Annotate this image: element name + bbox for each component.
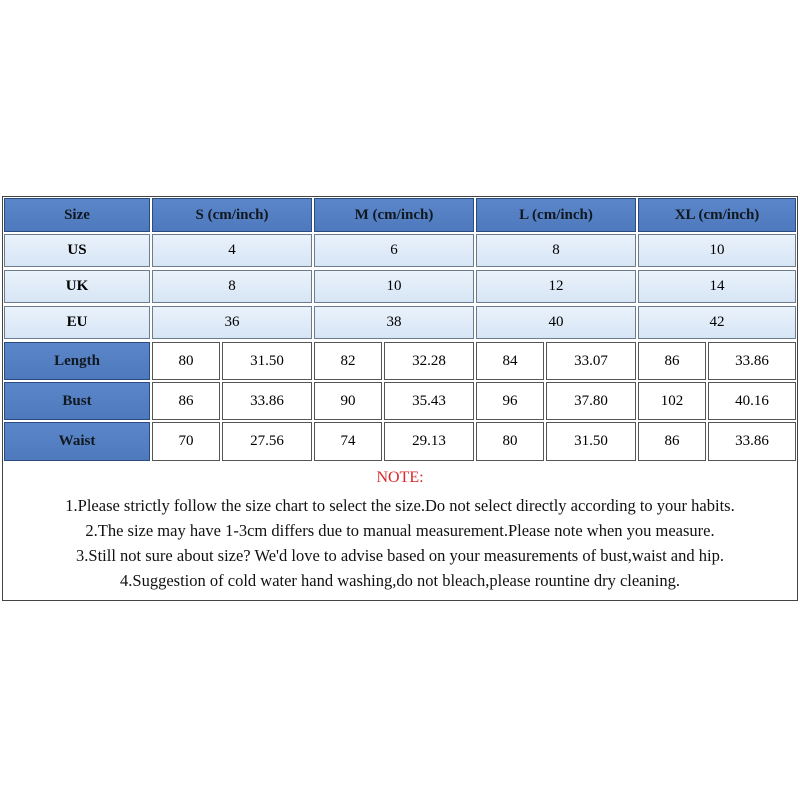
bust-s-inch: 33.86: [222, 382, 312, 420]
eu-s: 36: [152, 306, 312, 339]
header-xl: XL (cm/inch): [638, 198, 796, 232]
length-xl-inch: 33.86: [708, 342, 796, 380]
waist-m-cm: 74: [314, 422, 382, 461]
us-s: 4: [152, 234, 312, 267]
waist-s-inch: 27.56: [222, 422, 312, 461]
header-l: L (cm/inch): [476, 198, 636, 232]
row-label-us: US: [4, 234, 150, 267]
bust-m-cm: 90: [314, 382, 382, 420]
bust-l-cm: 96: [476, 382, 544, 420]
eu-xl: 42: [638, 306, 796, 339]
length-xl-cm: 86: [638, 342, 706, 380]
bust-m-inch: 35.43: [384, 382, 474, 420]
waist-l-inch: 31.50: [546, 422, 636, 461]
header-s: S (cm/inch): [152, 198, 312, 232]
length-s-cm: 80: [152, 342, 220, 380]
row-label-eu: EU: [4, 306, 150, 339]
eu-m: 38: [314, 306, 474, 339]
note-title: NOTE:: [376, 469, 424, 486]
row-label-length: Length: [4, 342, 150, 380]
us-l: 8: [476, 234, 636, 267]
size-chart: [2, 196, 798, 601]
note-line-4: 4.Suggestion of cold water hand washing,do not bleach,please rountine dry cleaning.: [120, 571, 680, 590]
length-l-cm: 84: [476, 342, 544, 380]
waist-s-cm: 70: [152, 422, 220, 461]
uk-xl: 14: [638, 270, 796, 303]
notes-section: [3, 463, 797, 600]
length-m-cm: 82: [314, 342, 382, 380]
length-l-inch: 33.07: [546, 342, 636, 380]
bust-s-cm: 86: [152, 382, 220, 420]
uk-s: 8: [152, 270, 312, 303]
length-m-inch: 32.28: [384, 342, 474, 380]
row-label-bust: Bust: [4, 382, 150, 420]
header-size: Size: [4, 198, 150, 232]
row-label-waist: Waist: [4, 422, 150, 461]
note-line-1: 1.Please strictly follow the size chart to select the size.Do not select directly according to your habits.: [65, 496, 735, 515]
bust-xl-cm: 102: [638, 382, 706, 420]
length-s-inch: 31.50: [222, 342, 312, 380]
us-m: 6: [314, 234, 474, 267]
us-xl: 10: [638, 234, 796, 267]
uk-l: 12: [476, 270, 636, 303]
waist-m-inch: 29.13: [384, 422, 474, 461]
waist-l-cm: 80: [476, 422, 544, 461]
eu-l: 40: [476, 306, 636, 339]
note-line-2: 2.The size may have 1-3cm differs due to manual measurement.Please note when you measure.: [85, 521, 715, 540]
uk-m: 10: [314, 270, 474, 303]
row-label-uk: UK: [4, 270, 150, 303]
bust-l-inch: 37.80: [546, 382, 636, 420]
note-line-3: 3.Still not sure about size? We'd love to advise based on your measurements of bust,waist and hip.: [76, 546, 724, 565]
waist-xl-inch: 33.86: [708, 422, 796, 461]
waist-xl-cm: 86: [638, 422, 706, 461]
header-m: M (cm/inch): [314, 198, 474, 232]
bust-xl-inch: 40.16: [708, 382, 796, 420]
